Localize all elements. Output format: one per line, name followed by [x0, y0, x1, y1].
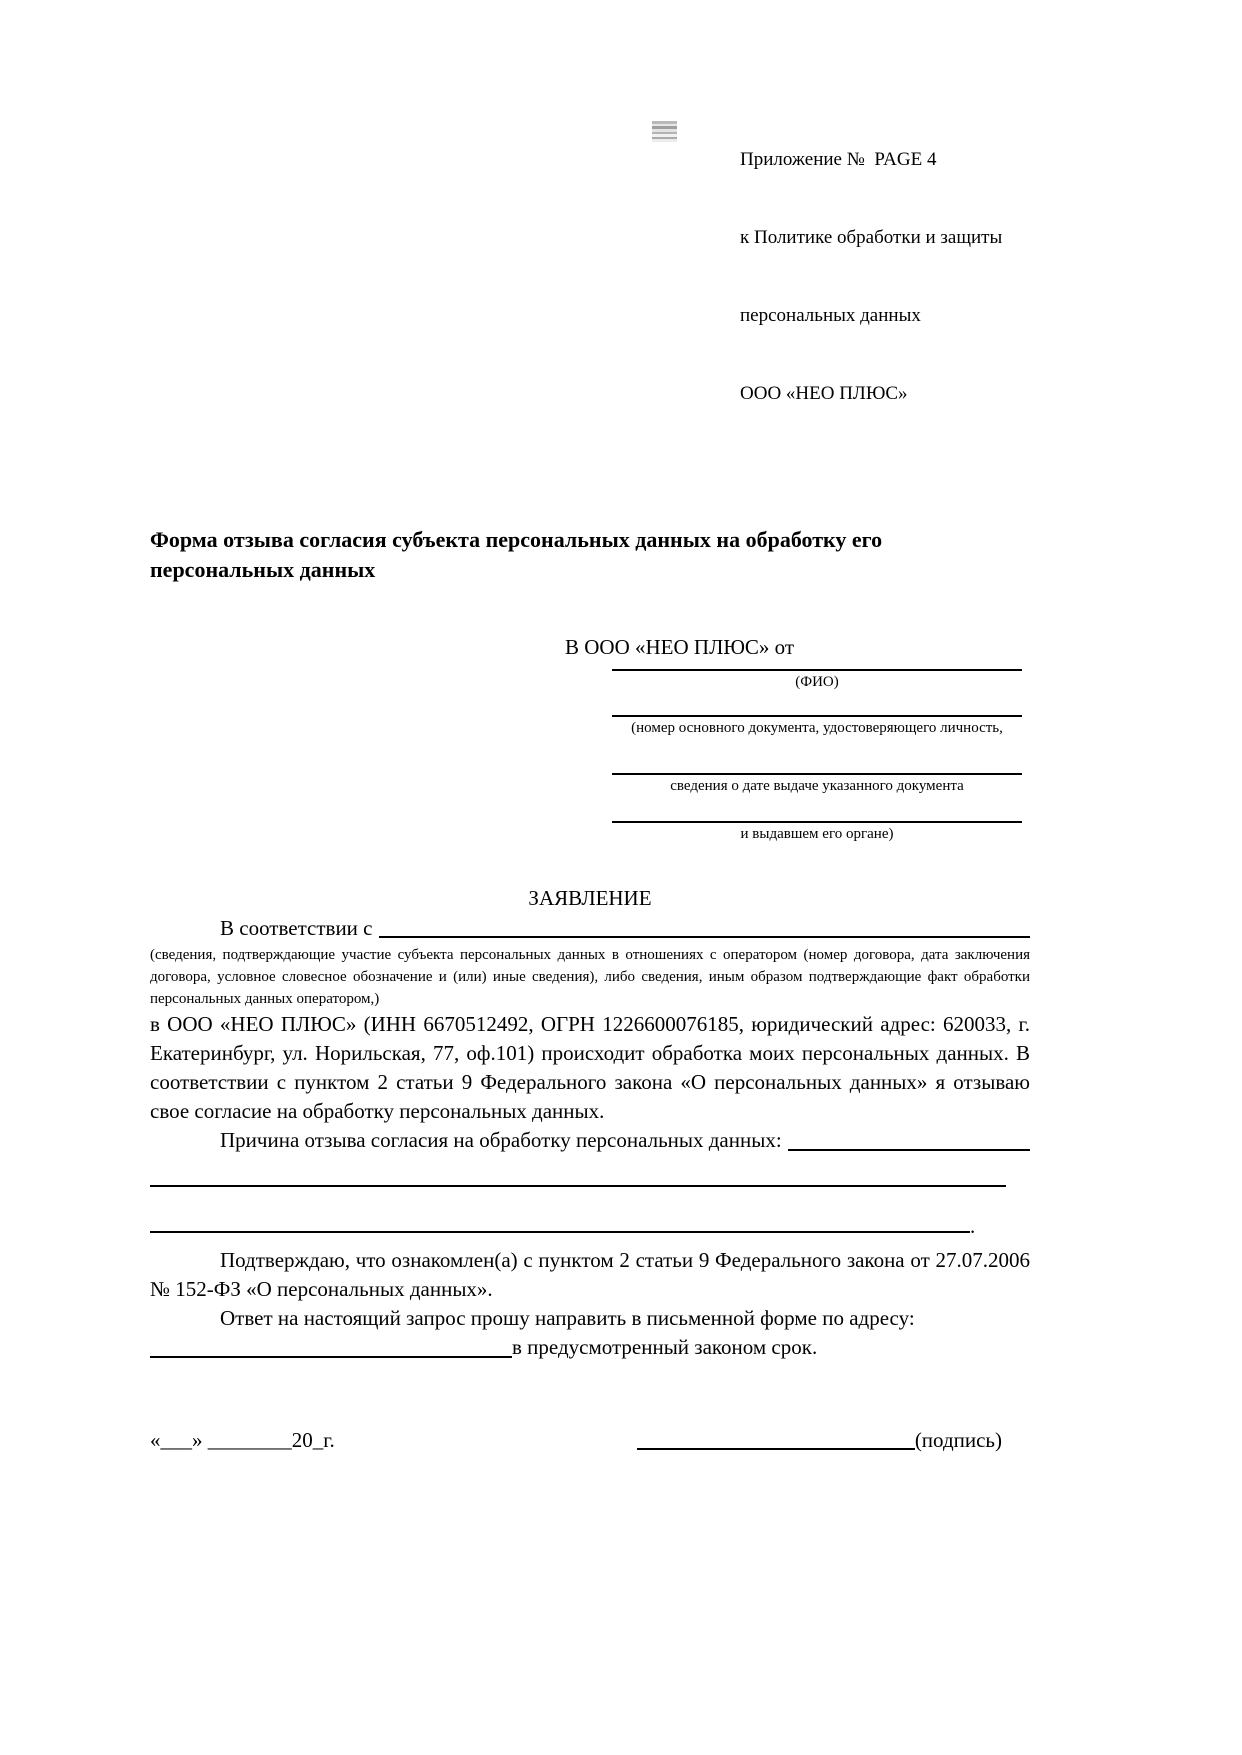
issue-date-field-caption: сведения о дате выдаче указанного документа	[670, 778, 964, 794]
fio-field-caption: (ФИО)	[795, 674, 839, 690]
statement-heading: ЗАЯВЛЕНИЕ	[528, 886, 652, 910]
reason-blank-line-2-rule	[150, 1231, 970, 1233]
addressee-fields	[150, 669, 1030, 843]
header-note-line-1: Приложение № PAGE 4	[740, 149, 937, 170]
confirmation-paragraph: Подтверждаю, что ознакомлен(а) с пунктом 2 статьи 9 Федерального закона от 27.07.2006 № 152-ФЗ «О персональных данных».	[150, 1248, 1030, 1301]
legal-basis-fill-line	[379, 936, 1031, 938]
header-note-line-2: к Политике обработки и защиты	[740, 227, 1003, 248]
signature-group	[637, 1426, 1002, 1454]
signature-caption: (подпись)	[914, 1428, 1002, 1452]
statement-intro-row	[150, 914, 1030, 942]
reply-address-row	[150, 1333, 1030, 1362]
signature-line	[637, 1448, 915, 1450]
reason-label: Причина отзыва согласия на обработку персональных данных:	[220, 1128, 782, 1152]
issue-date-field	[612, 773, 1022, 795]
address-fill-line	[150, 1356, 512, 1358]
document-number-field	[612, 715, 1022, 737]
header-note-line-3: персональных данных	[740, 305, 921, 326]
document-title: Форма отзыва согласия субъекта персональных данных на обработку его персональных данных	[150, 527, 883, 582]
footnote-text: (сведения, подтверждающие участие субъекта персональных данных в отношениях с оператором (номер договора, дата заключения договора, условное словесное обозначение и (или) иные сведения), либо сведения, иным образом подтверждающие факт обработки персональных данных оператором,)	[150, 947, 1030, 1007]
date-signature-row	[150, 1426, 1030, 1454]
reason-blank-line-2	[150, 1214, 1030, 1238]
document-number-field-caption: (номер основного документа, удостоверяющего личность,	[631, 720, 1003, 736]
addressee-line: В ООО «НЕО ПЛЮС» от	[565, 635, 795, 659]
header-note	[740, 95, 1030, 459]
issuing-authority-field	[612, 821, 1022, 843]
header-note-line-4: ООО «НЕО ПЛЮС»	[740, 383, 908, 404]
reply-suffix: в предусмотренный законом срок.	[512, 1335, 818, 1359]
date-line: «___» ________20_г.	[150, 1428, 335, 1452]
blank-line-terminator: .	[970, 1214, 976, 1238]
reply-request-line: Ответ на настоящий запрос прошу направить в письменной форме по адресу:	[220, 1306, 915, 1330]
reason-fill-line	[788, 1149, 1030, 1151]
blurred-field-code-artifact	[652, 121, 677, 142]
issuing-authority-field-caption: и выдавшем его органе)	[740, 826, 894, 842]
intro-prefix: В соответствии с	[220, 916, 373, 940]
statement-body: в ООО «НЕО ПЛЮС» (ИНН 6670512492, ОГРН 1226600076185, юридический адрес: 620033, г. Екатеринбург, ул. Норильская, 77, оф.101) происходит обработка моих персональных данных. В соответствии с пунктом 2 статьи 9 Федерального закона «О персональных данных» я отзываю свое согласие на обработку персональных данных.	[150, 1012, 1030, 1123]
fio-field	[612, 669, 1022, 691]
reason-blank-line-1	[150, 1185, 1006, 1187]
reason-row	[150, 1126, 1030, 1155]
